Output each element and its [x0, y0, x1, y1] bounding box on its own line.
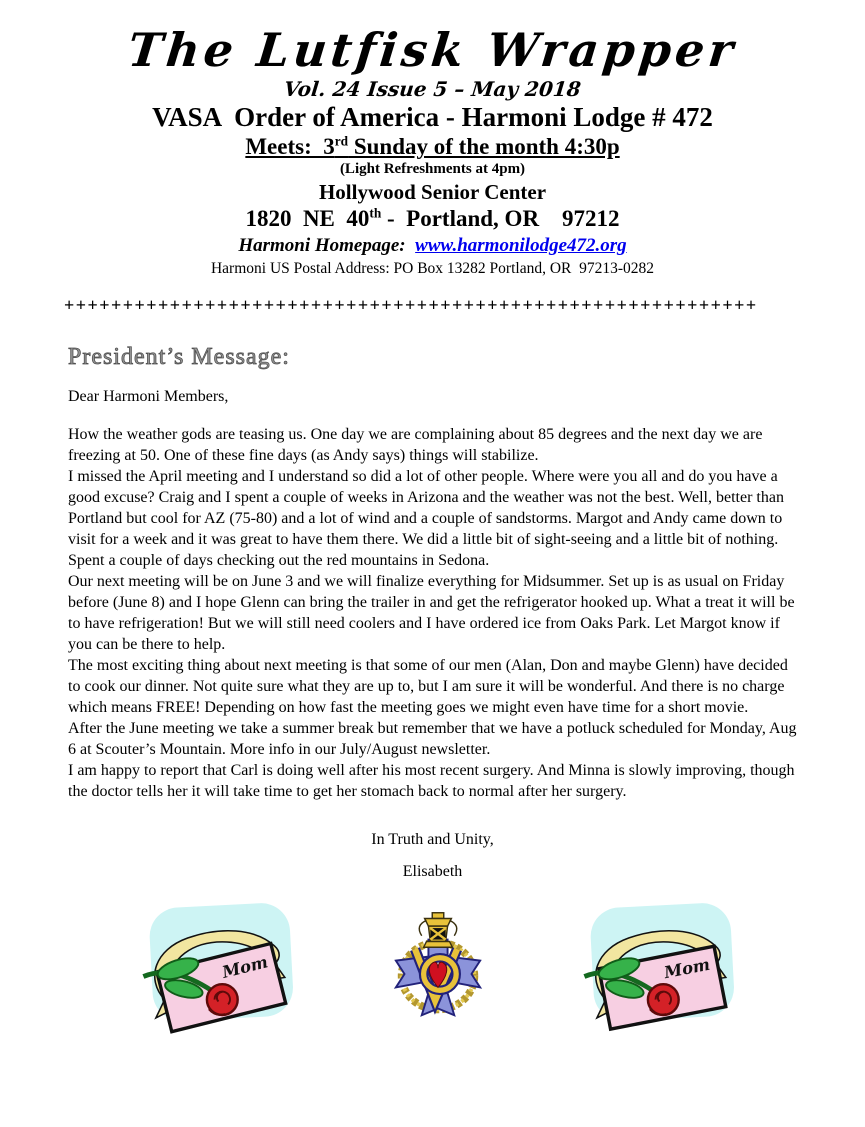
message-paragraph: After the June meeting we take a summer break but remember that we have a potluck scheduled for Monday, Aug 6 at Scouter’s Mountain. More info in our July/August newsletter. — [68, 719, 797, 758]
refreshments-line: (Light Refreshments at 4pm) — [339, 161, 526, 178]
mom-card-icon — [569, 899, 747, 1054]
mom-card-image-left — [128, 899, 306, 1059]
vasa-emblem-image — [390, 907, 486, 1025]
street-address-line — [0, 206, 865, 232]
meeting-schedule-prefix: Meets: 3 — [245, 134, 335, 160]
meeting-schedule-suffix: Sunday of the month 4:30p — [348, 134, 620, 160]
street-address-suffix: - Portland, OR 97212 — [381, 206, 620, 232]
vasa-emblem-icon — [390, 907, 486, 1020]
organization-line: VASA Order of America - Harmoni Lodge # 472 — [152, 102, 713, 133]
mom-card-icon — [128, 899, 306, 1054]
message-paragraph: How the weather gods are teasing us. One day we are complaining about 85 degrees and the next day we are freezing at 50. One of these fine days (as Andy says) things will stabilize. — [68, 426, 763, 465]
postal-address-value: PO Box 13282 Portland, OR 97213-0282 — [393, 260, 655, 278]
presidents-message-heading: President’s Message: — [68, 344, 290, 371]
newsletter-header — [0, 0, 865, 278]
newsletter-title: The Lutfisk Wrapper — [125, 23, 740, 77]
signature-name: Elisabeth — [402, 863, 463, 881]
mom-card-image-right — [569, 899, 747, 1059]
mom-card-text: Mom — [220, 952, 270, 983]
postal-address-line — [0, 260, 865, 278]
message-paragraph: I missed the April meeting and I understand so did a lot of other people. Where were you all and do you have a good excuse? Craig and I spent a couple of weeks in Arizona and the weather was not the best. Well, better than Portland but cool for AZ (75-80) and a lot of wind and a couple of sandstorms. Margot and Andy came down to visit for a week and it was great to have them there. We did a little bit of sight-seeing and a little bit of nothing. Spent a couple of days checking out the red mountains in Sedona. — [68, 468, 784, 570]
postal-address-label: Harmoni US Postal Address: — [210, 260, 394, 278]
message-paragraph: The most exciting thing about next meeting is that some of our men (Alan, Don and maybe Glenn) have decided to cook our dinner. Not quite sure what they are up to, but I am sure it will be wonderful. And there is no charge which means FREE! Depending on how fast the meeting goes we might even have time for a short movie. — [68, 656, 788, 716]
presidents-message-section — [0, 344, 865, 881]
message-paragraph: I am happy to report that Carl is doing well after his most recent surgery. And Minna is slowly improving, though the doctor tells her it will take time to get her stomach back to normal after her surgery. — [68, 761, 795, 800]
homepage-link[interactable]: www.harmonilodge472.org — [415, 235, 627, 257]
homepage-line — [0, 235, 865, 257]
homepage-label: Harmoni Homepage: — [238, 235, 416, 257]
meeting-schedule-line — [0, 134, 865, 160]
footer-images-row — [128, 899, 747, 1059]
mom-card-text: Mom — [662, 955, 712, 983]
divider-plus-row: +++++++++++++++++++++++++++++++++++++++++++++++++++++++++++ — [64, 295, 758, 316]
message-body — [68, 425, 797, 802]
venue-line: Hollywood Senior Center — [318, 180, 547, 205]
street-address-ordinal: th — [369, 205, 382, 221]
message-paragraph: Our next meeting will be on June 3 and we will finalize everything for Midsummer. Set up is as usual on Friday before (June 8) and I hope Glenn can bring the trailer in and get the refrigerator hooked up. What a treat it will be to have refrigeration! But we will still need coolers and I have ordered ice from Oaks Park. Let Margot know if you can be there to help. — [68, 572, 795, 653]
salutation: Dear Harmoni Members, — [68, 388, 229, 406]
street-address-prefix: 1820 NE 40 — [245, 206, 370, 232]
closing-line: In Truth and Unity, — [371, 831, 494, 849]
meeting-schedule-ordinal: rd — [334, 133, 349, 149]
issue-line: Vol. 24 Issue 5 – May 2018 — [282, 77, 583, 102]
